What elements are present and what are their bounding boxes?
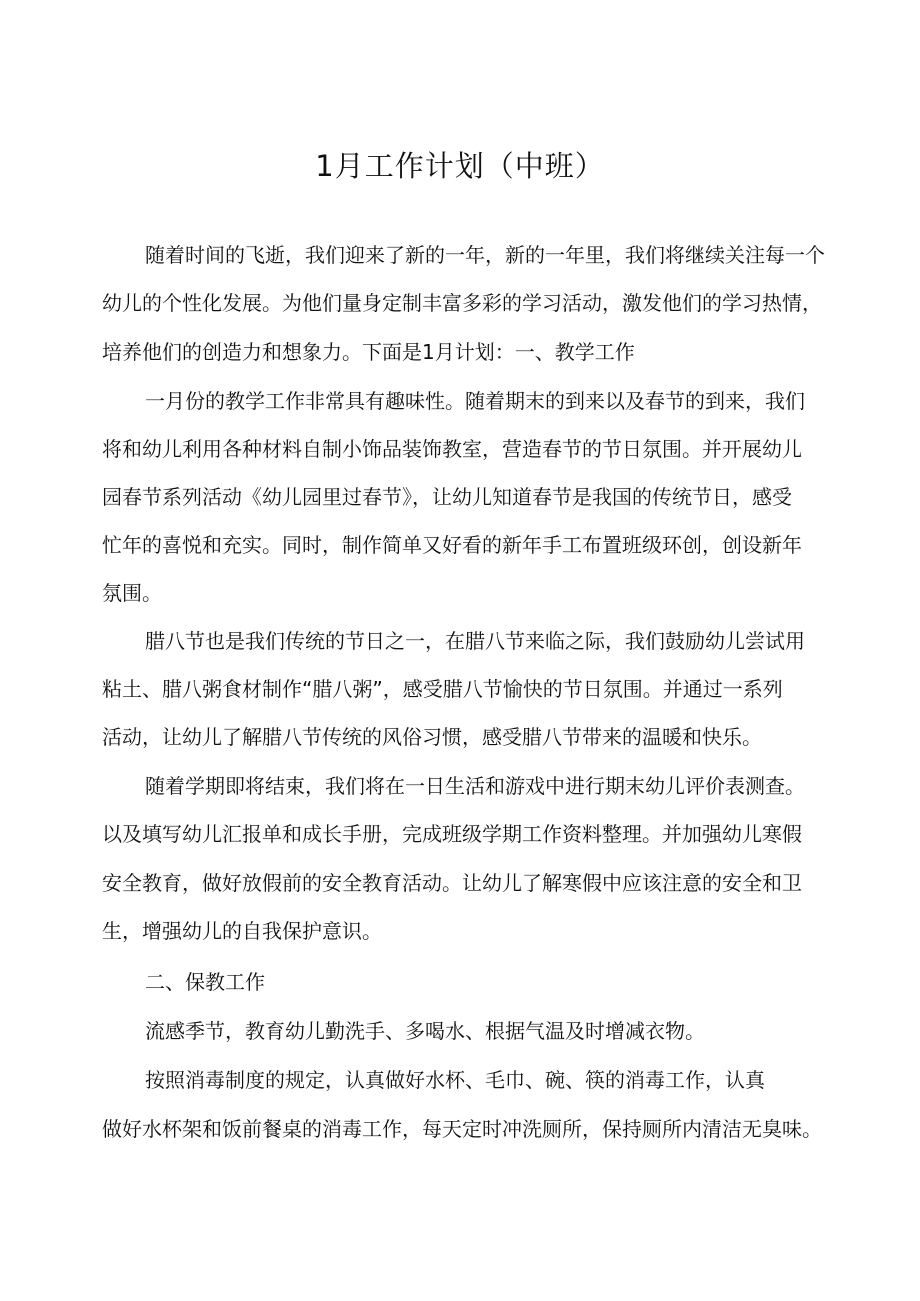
- body-line: 幼儿的个性化发展。为他们量身定制丰富多彩的学习活动，激发他们的学习热情，: [102, 291, 822, 315]
- body-line: 随着时间的飞逝，我们迎来了新的一年，新的一年里，我们将继续关注每一个: [145, 243, 825, 267]
- body-line: 按照消毒制度的规定，认真做好水杯、毛巾、碗、筷的消毒工作，认真: [145, 1068, 765, 1092]
- body-line: 安全教育，做好放假前的安全教育活动。让幼儿了解寒假中应该注意的安全和卫: [102, 871, 802, 895]
- body-line: 培养他们的创造力和想象力。下面是1月计划：一、教学工作: [102, 340, 635, 364]
- body-line: 将和幼儿利用各种材料自制小饰品装饰教室，营造春节的节日氛围。并开展幼儿: [102, 437, 802, 461]
- body-line: 流感季节，教育幼儿勤洗手、多喝水、根据气温及时增减衣物。: [145, 1019, 705, 1043]
- body-line: 以及填写幼儿汇报单和成长手册，完成班级学期工作资料整理。并加强幼儿寒假: [102, 822, 802, 846]
- body-line: 氛围。: [102, 581, 162, 605]
- body-line: 一月份的教学工作非常具有趣味性。随着期末的到来以及春节的到来，我们: [145, 389, 805, 413]
- body-line: 随着学期即将结束，我们将在一日生活和游戏中进行期末幼儿评价表测查。: [145, 774, 805, 798]
- body-line: 活动，让幼儿了解腊八节传统的风俗习惯，感受腊八节带来的温暖和快乐。: [102, 725, 762, 749]
- body-line: 腊八节也是我们传统的节日之一，在腊八节来临之际，我们鼓励幼儿尝试用: [145, 629, 805, 653]
- body-line: 忙年的喜悦和充实。同时，制作简单又好看的新年手工布置班级环创，创设新年: [102, 533, 802, 557]
- body-line: 园春节系列活动《幼儿园里过春节》，让幼儿知道春节是我国的传统节日，感受: [102, 485, 792, 509]
- body-line: 做好水杯架和饭前餐桌的消毒工作，每天定时冲洗厕所，保持厕所内清洁无臭味。: [102, 1117, 822, 1141]
- body-line: 生，增强幼儿的自我保护意识。: [102, 919, 382, 943]
- page-title: 1月工作计划（中班）: [315, 149, 605, 183]
- section-heading: 二、保教工作: [145, 970, 265, 994]
- body-line: 粘土、腊八粥食材制作“腊八粥”，感受腊八节愉快的节日氛围。并通过一系列: [102, 677, 783, 701]
